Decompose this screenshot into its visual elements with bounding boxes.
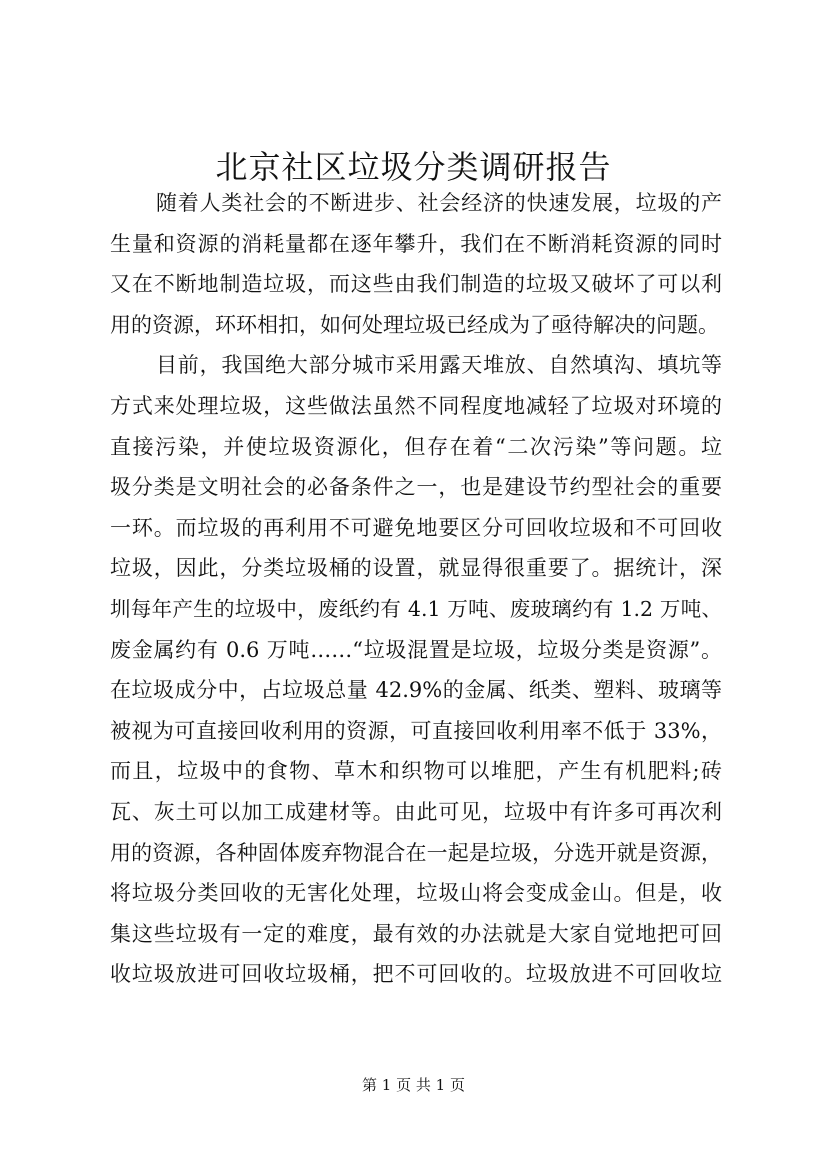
- paragraph-1-line-4: 用的资源，环环相扣，如何处理垃圾已经成为了亟待解决的问题。: [110, 312, 719, 337]
- paragraph-2-line-9: 在垃圾成分中，占垃圾总量 42.9%的金属、纸类、塑料、玻璃等: [110, 678, 722, 703]
- paragraph-2-line-11: 而且，垃圾中的食物、草木和织物可以堆肥，产生有机肥料;砖: [110, 759, 722, 784]
- document-title: 北京社区垃圾分类调研报告: [215, 148, 612, 186]
- paragraph-2-line-5: 一环。而垃圾的再利用不可避免地要区分可回收垃圾和不可回收: [110, 515, 722, 540]
- paragraph-2-line-2: 方式来处理垃圾，这些做法虽然不同程度地减轻了垃圾对环境的: [110, 393, 722, 418]
- paragraph-2-line-10: 被视为可直接回收利用的资源，可直接回收利用率不低于 33%，: [110, 718, 722, 743]
- paragraph-2-line-1: 目前，我国绝大部分城市采用露天堆放、自然填沟、填坑等: [156, 353, 722, 378]
- paragraph-2-line-16: 收垃圾放进可回收垃圾桶，把不可回收的。垃圾放进不可回收垃: [110, 962, 722, 987]
- paragraph-2-line-14: 将垃圾分类回收的无害化处理，垃圾山将会变成金山。但是，收: [110, 881, 722, 906]
- paragraph-2-line-7: 圳每年产生的垃圾中，废纸约有 4.1 万吨、废玻璃约有 1.2 万吨、: [110, 596, 722, 621]
- paragraph-1-line-3: 又在不断地制造垃圾，而这些由我们制造的垃圾又破坏了可以利: [110, 272, 722, 297]
- paragraph-2-line-8: 废金属约有 0.6 万吨……“垃圾混置是垃圾，垃圾分类是资源”。: [110, 637, 722, 662]
- paragraph-1-line-1: 随着人类社会的不断进步、社会经济的快速发展，垃圾的产: [156, 191, 722, 215]
- paragraph-2-line-15: 集这些垃圾有一定的难度，最有效的办法就是大家自觉地把可回: [110, 921, 722, 946]
- paragraph-2-line-13: 用的资源，各种固体废弃物混合在一起是垃圾，分选开就是资源，: [110, 840, 722, 865]
- paragraph-2-line-6: 垃圾，因此，分类垃圾桶的设置，就显得很重要了。据统计，深: [110, 556, 722, 581]
- paragraph-2-line-12: 瓦、灰土可以加工成建材等。由此可见，垃圾中有许多可再次利: [110, 799, 722, 824]
- document-body: [110, 183, 722, 995]
- page-number-footer: 第 1 页 共 1 页: [362, 1076, 465, 1094]
- paragraph-1-line-2: 生量和资源的消耗量都在逐年攀升，我们在不断消耗资源的同时: [110, 231, 722, 256]
- paragraph-2-line-4: 圾分类是文明社会的必备条件之一，也是建设节约型社会的重要: [110, 475, 722, 500]
- paragraph-2-line-3: 直接污染，并使垃圾资源化，但存在着“二次污染”等问题。垃: [110, 434, 722, 459]
